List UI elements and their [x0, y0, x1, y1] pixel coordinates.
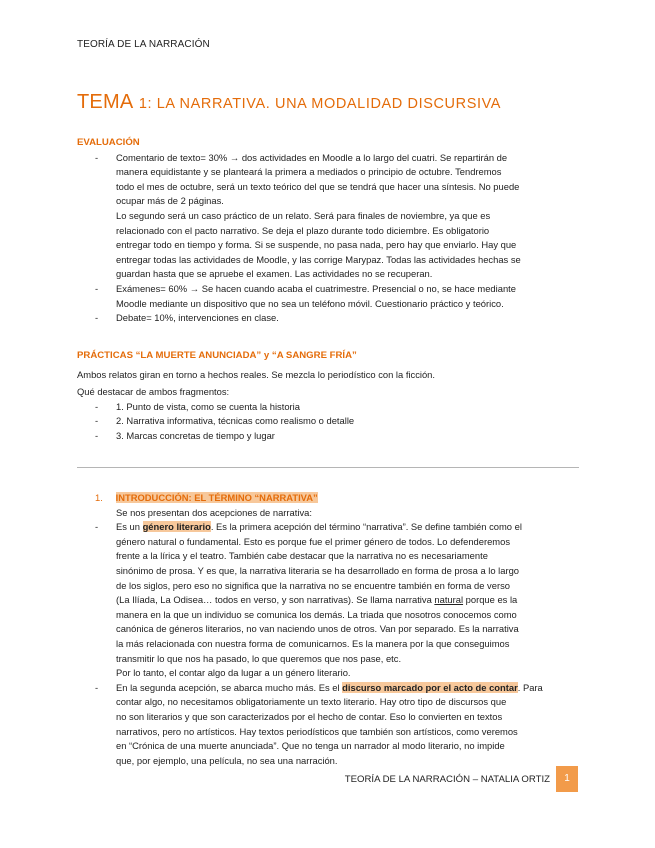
dash-bullet: - — [95, 415, 99, 427]
line: Comentario de texto= 30% → dos actividades en Moodle a lo largo del cuatri. Se repartirán de — [116, 151, 508, 163]
dash-bullet: - — [95, 282, 99, 294]
introduccion-lead: Se nos presentan dos acepciones de narrativa: — [116, 506, 312, 518]
line: entregar todas las actividades de Moodle, y las corrige Marypaz. Todas las actividades hechas se — [116, 253, 521, 265]
dash-bullet: - — [95, 312, 99, 324]
list-item — [77, 151, 582, 282]
line: en “Crónica de una muerte anunciada”. Que no tenga un narrador al modo literario, no impide — [116, 740, 505, 752]
line — [116, 681, 582, 696]
page-number: 1 — [556, 766, 578, 792]
line: Moodle mediante un dispositivo que no sea un teléfono móvil. Cuestionario práctico y teórico. — [116, 297, 504, 309]
list-item — [77, 429, 582, 444]
title-prefix: TEMA — [77, 91, 134, 113]
line: que, por ejemplo, una película, no sea una narración. — [116, 754, 338, 766]
line: género natural o fundamental. Esto es porque fue el primer género de todos. Lo defenderemos — [116, 535, 511, 547]
line: manera en la que un individuo se comunica los demás. La triada que nosotros conocemos como — [116, 608, 517, 620]
page-footer: TEORÍA DE LA NARRACIÓN – NATALIA ORTIZ — [344, 774, 550, 785]
heading-practicas: PRÁCTICAS “LA MUERTE ANUNCIADA” y “A SANGRE FRÍA” — [77, 350, 357, 361]
line: frente a la lírica y el teatro. También cabe destacar que la narrativa no es necesariamente — [116, 550, 488, 562]
line: no son literarios y que son caracterizados por el hecho de contar. Eso lo convierten en textos — [116, 710, 503, 722]
line: relacionado con el pacto narrativo. Se deja el plazo durante todo diciembre. Es obligatorio — [116, 224, 490, 236]
highlighted-term: género literario — [142, 521, 211, 533]
dash-bullet: - — [95, 151, 99, 163]
list-item — [77, 282, 582, 311]
dash-bullet: - — [95, 681, 99, 693]
evaluacion-list — [77, 151, 582, 326]
practicas-intro-1: Ambos relatos giran en torno a hechos reales. Se mezcla lo periodístico con la ficción. — [77, 368, 435, 380]
text-run: porque es la — [463, 594, 518, 606]
text-run: En la segunda acepción, se abarca mucho más. Es el — [116, 681, 343, 693]
line: manera equidistante y se planteará la primera a mediados o principio de octubre. Tendremos — [116, 166, 502, 178]
line: Exámenes= 60% → Se hacen cuando acaba el cuatrimestre. Presencial o no, se hace mediante — [116, 282, 516, 294]
list-item — [77, 400, 582, 415]
text-run: . Para — [517, 681, 543, 693]
title-rest: : LA NARRATIVA. UNA MODALIDAD DISCURSIVA — [147, 96, 502, 112]
heading-number: 1. — [95, 492, 103, 503]
heading-introduccion — [77, 491, 582, 506]
list-item — [77, 681, 582, 769]
list-item — [77, 520, 582, 681]
line: canónica de géneros literarios, no van naciendo unos de otros. Van por separado. Es la narrativa — [116, 623, 519, 635]
list-item — [77, 311, 582, 326]
list-item — [77, 414, 582, 429]
page-title — [77, 91, 501, 114]
line: narrativos, pero no artísticos. Hay textos periodísticos que también son artísticos, como veremos — [116, 725, 518, 737]
line: de los siglos, pero eso no significa que la narrativa no se encuentre también en forma de verso — [116, 579, 510, 591]
line: sinónimo de prosa. Y es que, la narrativa literaria se ha desarrollado en forma de prosa a lo largo — [116, 564, 520, 576]
line: Por lo tanto, el contar algo da lugar a un género literario. — [116, 667, 351, 679]
heading-text — [116, 492, 318, 503]
underlined-term: natural — [434, 594, 464, 606]
text-run: (La Ilíada, La Odisea… todos en verso, y son narrativas). Se llama narrativa — [116, 594, 435, 606]
line: Lo segundo será un caso práctico de un relato. Será para finales de noviembre, ya que es — [116, 209, 491, 221]
dash-bullet: - — [95, 400, 99, 412]
heading-highlight: INTRODUCCIÓN: EL TÉRMINO “NARRATIVA” — [115, 492, 318, 503]
section-practicas — [77, 349, 582, 444]
horizontal-divider — [77, 467, 579, 468]
highlighted-term: discurso marcado por el acto de contar — [342, 681, 518, 693]
list-item-text: 1. Punto de vista, como se cuenta la historia — [116, 400, 300, 412]
text-run: . Es la primera acepción del término “narrativa”. Se define también como el — [210, 521, 522, 533]
section-evaluacion — [77, 136, 582, 326]
practicas-list — [77, 400, 582, 444]
line — [116, 520, 582, 535]
dash-bullet: - — [95, 521, 99, 533]
line: entregar todo en tiempo y forma. Si se suspende, no pasa nada, pero hay que enviarlo. Hay que — [116, 239, 517, 251]
title-number: 1 — [138, 96, 148, 112]
line: ocupar más de 2 páginas. — [116, 195, 224, 207]
text-run: Es un — [116, 521, 143, 533]
line: la más relacionada con nuestra forma de comunicarnos. Es la manera por la que conseguimos — [116, 637, 510, 649]
heading-evaluacion: EVALUACIÓN — [77, 137, 140, 148]
running-head: TEORÍA DE LA NARRACIÓN — [77, 39, 210, 50]
line: transmitir lo que nos ha pasado, lo que queremos que nos pase, etc. — [116, 652, 402, 664]
line: todo el mes de octubre, será un texto teórico del que se tendrá que hacer una síntesis. No puede — [116, 180, 520, 192]
line: contar algo, no necesitamos obligatoriamente un texto literario. Hay otro tipo de discursos que — [116, 696, 507, 708]
list-item-text: 2. Narrativa informativa, técnicas como realismo o detalle — [116, 415, 355, 427]
line: Debate= 10%, intervenciones en clase. — [116, 312, 279, 324]
line: guardan hasta que se apruebe el examen. Las actividades no se recuperan. — [116, 268, 433, 280]
dash-bullet: - — [95, 429, 99, 441]
line — [116, 593, 582, 608]
section-introduccion — [77, 491, 582, 768]
list-item-text: 3. Marcas concretas de tiempo y lugar — [116, 429, 275, 441]
introduccion-list — [77, 520, 582, 768]
practicas-intro-2: Qué destacar de ambos fragmentos: — [77, 386, 230, 398]
